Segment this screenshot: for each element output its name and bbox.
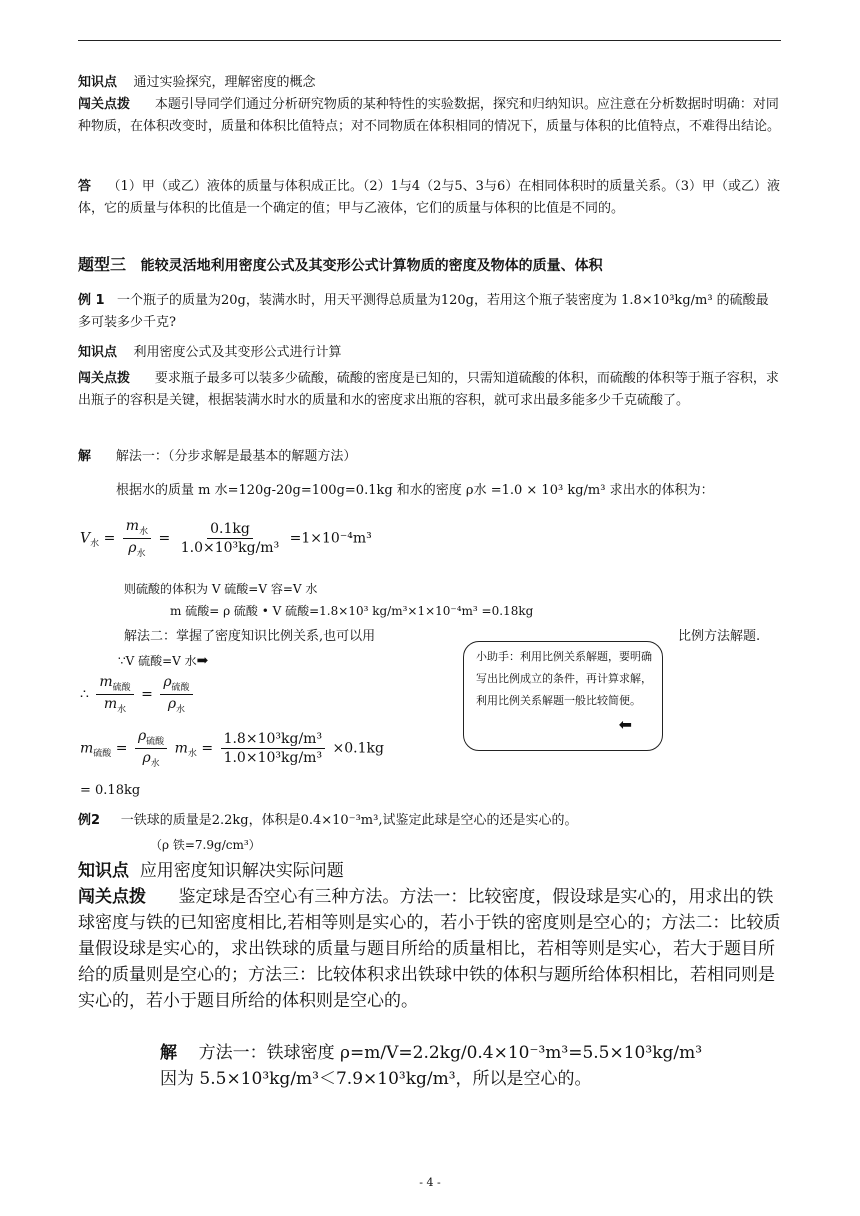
hint-1	[78, 94, 781, 138]
label: 知识点	[78, 75, 118, 90]
page-number: - 4 -	[419, 1176, 441, 1189]
denominator-sub: 水	[117, 704, 127, 715]
label: 知识点	[78, 345, 118, 360]
text: 鉴定球是否空心有三种方法。方法一：比较密度，假设球是实心的，用求出的铁球密度与铁的已知密度相比,若相等则是实心的，若小于铁的密度则是空心的；方法二：比较质量假设球是实心的，求出铁球的质量与题目所给的质量相比，若相等则是实心，若大于题目所给的质量则是空心的；方法三：比较体积求出铁球中铁的体积与题所给体积相比，若相同则是实心的，若小于题目所给的体积则是空心的。	[78, 887, 781, 1011]
text: 能较灵活地利用密度公式及其变形公式计算物质的密度及物体的质量、体积	[140, 258, 603, 274]
label: 解	[78, 449, 92, 464]
text: 方法一：铁球密度 ρ=m/V=2.2kg/0.4×10⁻³m³=5.5×10³kg/m³	[198, 1043, 703, 1063]
equation-acid-mass: $m_{硫酸}$ = $\frac{\rho_{硫酸}}{\rho_水}$ $m_水$ = $\frac{\text{1.8×10³kg/m³}}{\text{1.0×10³kg/m³}}$ ×0.1kg	[80, 728, 384, 769]
denominator: ρ	[142, 749, 151, 766]
right-arrow-icon: ➡	[196, 653, 209, 669]
text: 解法一：（分步求解是最基本的解题方法）	[115, 449, 357, 464]
knowledge-point-3	[78, 858, 781, 884]
numerator-sub: 硫酸	[171, 682, 190, 693]
label: 解	[160, 1043, 177, 1063]
solution-2-intro: 解法二：掌握了密度知识比例关系,也可以用	[124, 629, 376, 644]
fraction	[221, 731, 325, 766]
numerator: ρ	[163, 674, 172, 690]
label: 答	[78, 179, 92, 194]
label: 例2	[78, 813, 101, 828]
denominator: ρ	[167, 695, 177, 712]
numerator: ρ	[137, 728, 147, 744]
text: 要求瓶子最多可以装多少硫酸，硫酸的密度是已知的，只需知道硫酸的体积，而硫酸的体积等于瓶子容积，求出瓶子的容积是关键，根据装满水时水的质量和水的密度求出瓶的容积，就可求出最多能多少千克硫酸了。	[78, 371, 779, 408]
equation-water-volume: $V_水$ = $\frac{m_水}{\rho_水}$ = $\frac{0.1kg}{\text{1.0×10³kg/m³}}$ =1×10⁻⁴m³	[80, 518, 372, 559]
knowledge-point-2	[78, 342, 781, 364]
label: 闯关点拨	[78, 97, 131, 112]
eq-sub: 水	[90, 539, 100, 550]
fraction	[123, 518, 151, 559]
therefore-symbol: ∴	[80, 686, 89, 703]
callout-text: 小助手：利用比例关系解题，要明确写出比例成立的条件，再计算求解，利用比例关系解题一般比较简便。	[476, 650, 652, 707]
denominator: m	[103, 695, 118, 712]
example-2-given: （ρ 铁=7.9g/cm³）	[150, 838, 261, 852]
eq-lhs-sub: 硫酸	[93, 749, 112, 760]
hint-3	[78, 884, 781, 1014]
text: 一铁球的质量是2.2kg，体积是0.4×10⁻³m³,试鉴定此球是空心的还是实心的。	[120, 813, 578, 828]
section-heading	[78, 252, 781, 275]
text: 一个瓶子的质量为20g，装满水时，用天平测得总质量为120g，若用这个瓶子装密度为 1.8×10³kg/m³ 的硫酸最多可装多少千克?	[78, 293, 769, 330]
label: 题型三	[78, 255, 127, 274]
answer-1	[78, 176, 781, 220]
solution-1	[78, 446, 781, 468]
denominator: 1.0×10³kg/m³	[223, 749, 323, 766]
result-line: = 0.18kg	[80, 783, 141, 798]
numerator-sub: 硫酸	[112, 682, 131, 693]
mid-term-sub: 水	[187, 749, 197, 760]
text: 利用密度公式及其变形公式进行计算	[133, 345, 342, 360]
eq-lhs: V	[80, 530, 91, 547]
text: （1）甲（或乙）液体的质量与体积成正比。（2）1与4（2与5、3与6）在相同体积时的质量关系。（3）甲（或乙）液体，它的质量与体积的比值是一个确定的值；甲与乙液体，它们的质量与体积的比值是不同的。	[78, 179, 780, 216]
denominator-sub: 水	[150, 758, 160, 769]
acid-volume-line: 则硫酸的体积为 V 硫酸=V 容=V 水	[124, 582, 318, 596]
denominator-sub: 水	[176, 704, 186, 715]
equation-ratio: ∴ $\frac{m_{硫酸}}{m_水}$ = $\frac{\rho_{硫酸}}{\rho_水}$	[80, 674, 196, 715]
eq-lhs: m	[80, 740, 94, 757]
solution-2-tail: 比例方法解题.	[678, 629, 761, 644]
eq-result: =1×10⁻⁴m³	[289, 530, 372, 547]
fraction	[135, 728, 167, 769]
acid-mass-line: m 硫酸= ρ 硫酸 • V 硫酸=1.8×10³ kg/m³×1×10⁻⁴m³ =0.18kg	[170, 604, 534, 618]
fraction	[160, 674, 192, 715]
numerator: m	[125, 518, 140, 534]
example-1	[78, 290, 781, 334]
solution-3-line-2: 因为 5.5×10³kg/m³＜7.9×10³kg/m³，所以是空心的。	[160, 1069, 592, 1089]
label: 闯关点拨	[78, 371, 131, 386]
denominator-sub: 水	[136, 548, 146, 559]
label: 例 1	[78, 293, 105, 308]
text: 通过实验探究，理解密度的概念	[133, 75, 316, 90]
header-rule	[78, 40, 781, 41]
eq-tail: ×0.1kg	[332, 740, 384, 757]
example-2	[78, 810, 781, 832]
left-arrow-icon: ⬅	[618, 715, 632, 734]
hint-2	[78, 368, 781, 412]
fraction	[178, 521, 282, 556]
numerator: 0.1kg	[207, 521, 253, 539]
numerator-sub: 水	[139, 526, 149, 537]
denominator: 1.0×10³kg/m³	[180, 539, 280, 556]
mid-term: m	[174, 740, 188, 757]
label: 知识点	[78, 861, 129, 881]
knowledge-point-1	[78, 72, 781, 94]
helper-callout	[463, 641, 663, 751]
fraction	[96, 674, 133, 715]
numerator-sub: 硫酸	[146, 736, 165, 747]
text: 应用密度知识解决实际问题	[139, 861, 344, 881]
numerator: m	[99, 674, 113, 690]
label: 闯关点拨	[78, 887, 146, 907]
denominator: ρ	[128, 539, 137, 556]
solution-3	[160, 1040, 781, 1066]
solution-1-line: 根据水的质量 m 水=120g-20g=100g=0.1kg 和水的密度 ρ水 =1.0 × 10³ kg/m³ 求出水的体积为：	[116, 483, 714, 498]
text: 本题引导同学们通过分析研究物质的某种特性的实验数据，探究和归纳知识。应注意在分析数据时明确：对同种物质，在体积改变时，质量和体积比值特点；对不同物质在体积相同的情况下，质量与体积的比值特点，不难得出结论。	[78, 97, 781, 134]
numerator: 1.8×10³kg/m³	[221, 731, 325, 749]
because-text: ∵V 硫酸=V 水	[118, 654, 197, 668]
because-line	[118, 650, 238, 672]
